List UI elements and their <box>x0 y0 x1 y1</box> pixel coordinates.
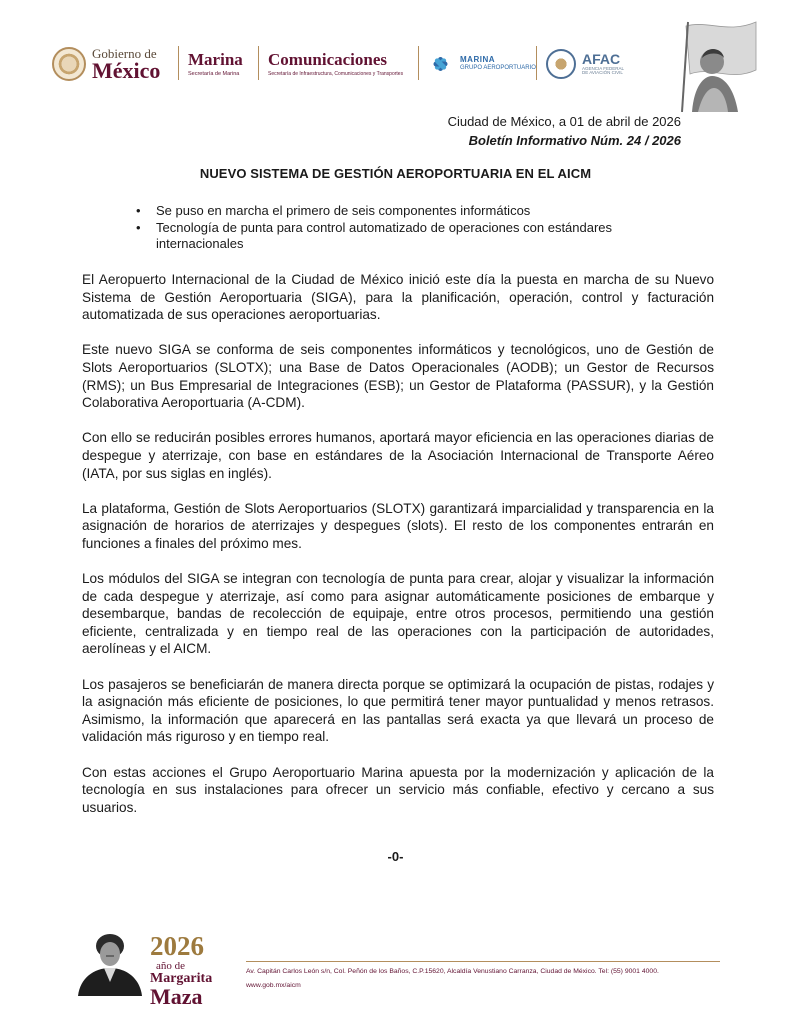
comunicaciones-logo <box>268 44 403 84</box>
marina-subtitle: Secretaría de Marina <box>188 71 240 77</box>
header-divider <box>258 46 259 80</box>
grupo-aeroportuario-marina-logo <box>428 44 536 84</box>
place-date: Ciudad de México, a 01 de abril de 2026 <box>447 114 681 129</box>
page-title: NUEVO SISTEMA DE GESTIÓN AEROPORTUARIA EN EL AICM <box>199 166 592 181</box>
paragraph: La plataforma, Gestión de Slots Aeroportuarios (SLOTX) garantizará imparcialidad y transparencia en la asignación de horarios de aterrizajes y despegues (slots). El resto de los componentes entrarán en funciones a finales del próximo mes. <box>82 500 714 551</box>
afac-title: AFAC <box>582 50 621 67</box>
afac-logo <box>546 44 628 84</box>
dateline <box>448 112 681 150</box>
gam-line2: GRUPO AEROPORTUARIO <box>460 65 536 72</box>
margarita-maza-portrait-icon <box>70 926 146 996</box>
header-divider <box>178 46 179 80</box>
flag-woman-illustration-icon <box>668 16 760 112</box>
national-seal-icon <box>52 47 86 81</box>
marina-logo <box>188 44 243 84</box>
paragraph: Con ello se reducirán posibles errores humanos, aportará mayor eficiencia en las operaciones diarias de despegue y aterrizaje, con base en estándares de la Asociación Internacional de Transporte Aéreo (IATA, por sus siglas en inglés). <box>82 430 714 481</box>
comunicaciones-subtitle: Secretaría de Infraestructura, Comunicaciones y Transportes <box>268 71 404 77</box>
gam-star-icon <box>428 51 454 77</box>
header-divider <box>418 46 419 80</box>
year-name-last: Maza <box>150 984 203 1009</box>
bullet-item: • Se puso en marcha el primero de seis componentes informáticos <box>130 203 650 219</box>
afac-emblem-icon <box>546 49 576 79</box>
gam-line1: MARINA <box>460 55 495 65</box>
comunicaciones-title: Comunicaciones <box>268 50 387 69</box>
footer-divider <box>246 961 720 962</box>
year-emblem <box>150 933 212 1008</box>
paragraph: Los módulos del SIGA se integran con tecnología de punta para crear, alojar y visualizar la información de cada despegue y aterrizaje, así como para asignar automáticamente posiciones de embarque y desembarque, bandas de recolección de equipaje, entre otros procesos, permitiendo una gestión eficiente, centralizada y en tiempo real de las operaciones con la participación de autoridades, aerolíneas y el AICM. <box>82 571 714 657</box>
gobierno-big-text: México <box>92 57 161 83</box>
closing-mark: -0- <box>387 849 404 864</box>
bulletin-number: Boletín Informativo Núm. 24 / 2026 <box>468 133 681 148</box>
paragraph: El Aeropuerto Internacional de la Ciudad de México inició este día la puesta en marcha de su Nuevo Sistema de Gestión Aeroportuaria (SIGA), para la planificación, operación, control y facturación automatizada de sus operaciones aeroportuarias. <box>82 272 714 323</box>
year-number: 2026 <box>150 931 204 961</box>
paragraph: Los pasajeros se beneficiarán de manera directa porque se optimizará la ocupación de pistas, rodajes y la asignación más eficiente de posiciones, lo que permitirá tener mayor puntualidad y menos retrasos. Asimismo, la información que aparecerá en las pantallas será exacta ya que llevará un proceso de validación más riguroso y en tiempo real. <box>82 676 714 745</box>
marina-title: Marina <box>188 50 243 69</box>
year-name-first: Margarita <box>150 971 213 986</box>
year-of-text: año de <box>156 960 186 972</box>
gobierno-de-mexico-logo <box>52 44 160 84</box>
paragraph: Este nuevo SIGA se conforma de seis componentes informáticos y tecnológicos, uno de Gestión de Slots Aeroportuarios (SLOTX); una Base de Datos Operacionales (AODB); un Gestor de Recursos (RMS); un Bus Empresarial de Integraciones (ESB); un Gestor de Plataforma (PASSUR), y la Gestión Colaborativa Aeroportuaria (A-CDM). <box>82 342 714 411</box>
footer-address: Av. Capitán Carlos León s/n, Col. Peñón de los Baños, C.P.15620, Alcaldía Venustiano Carranza, Ciudad de México. Tel: (55) 9001 4000. <box>246 968 659 975</box>
header-divider <box>536 46 537 80</box>
gobierno-small-text: Gobierno de <box>92 45 157 61</box>
afac-subtitle: AGENCIA FEDERAL DE AVIACIÓN CIVIL <box>582 65 624 76</box>
bullet-item: • Tecnología de punta para control automatizado de operaciones con estándares internacionales <box>130 220 650 252</box>
summary-bullets <box>130 203 650 253</box>
footer-website-link[interactable]: www.gob.mx/aicm <box>246 982 301 989</box>
paragraph: Con estas acciones el Grupo Aeroportuario Marina apuesta por la modernización y aplicación de la tecnología en sus instalaciones para ofrecer un servicio más confiable, efectivo y cercano a sus usuarios. <box>82 764 714 815</box>
article-body <box>82 271 714 834</box>
